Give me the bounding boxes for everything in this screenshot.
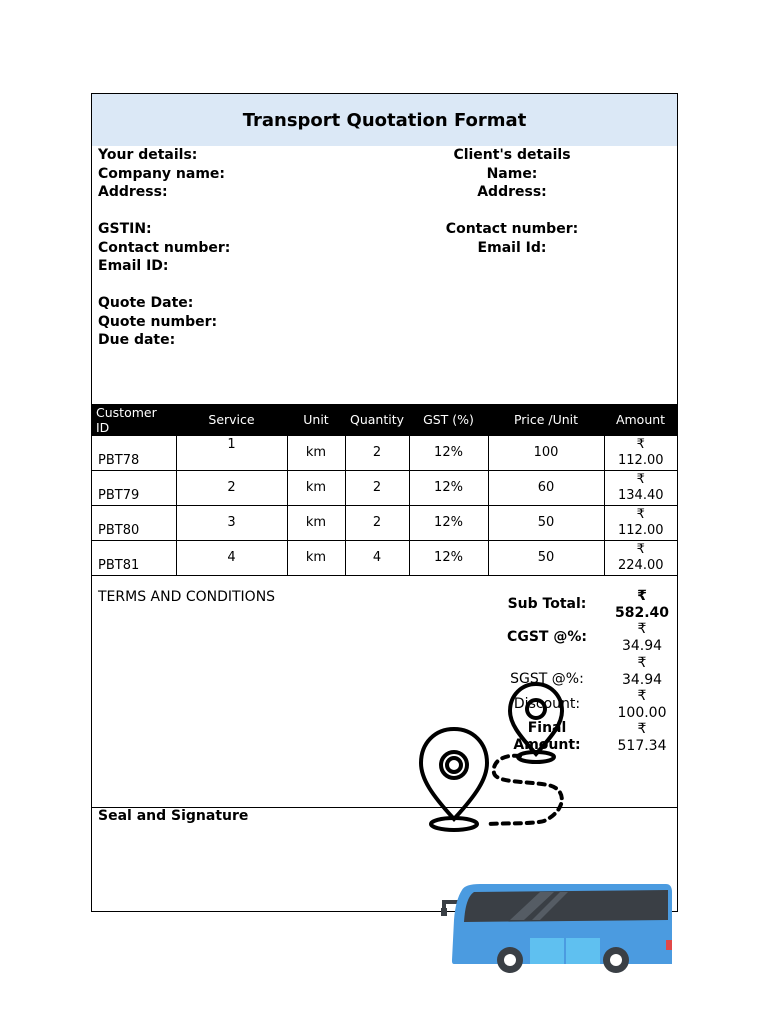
- due-date-label: Due date:: [98, 332, 176, 348]
- cell-customer-id: PBT79: [92, 471, 176, 506]
- cell-service: 4: [176, 541, 287, 576]
- quote-date-label: Quote Date:: [98, 295, 194, 311]
- cell-amount: [604, 506, 677, 541]
- cgst-label: CGST @%:: [507, 629, 587, 645]
- cell-service: 1: [176, 436, 287, 471]
- amount-value: 224.00: [618, 558, 664, 573]
- rupee-symbol: ₹: [637, 588, 647, 604]
- rupee-symbol: ₹: [637, 721, 647, 737]
- subtotal-value: ₹ 582.40: [607, 588, 677, 622]
- cell-gst: 12%: [409, 436, 488, 471]
- cell-customer-id: PBT80: [92, 506, 176, 541]
- sgst-label: SGST @%:: [510, 671, 584, 687]
- cell-gst: 12%: [409, 506, 488, 541]
- rupee-symbol: ₹: [636, 507, 645, 522]
- cell-quantity: 2: [345, 436, 409, 471]
- final-amount-label: Final Amount:: [513, 720, 581, 753]
- cgst-value: ₹ 34.94: [607, 621, 677, 655]
- seal-signature-label: Seal and Signature: [98, 808, 249, 824]
- contact-number-label: Contact number:: [98, 239, 231, 256]
- cell-price: 100: [488, 436, 604, 471]
- address-label: Address:: [98, 184, 168, 200]
- client-address-label: Address:: [477, 184, 547, 200]
- table-row: [92, 506, 677, 541]
- quotation-sheet: [91, 93, 678, 912]
- rupee-symbol: ₹: [636, 542, 645, 557]
- client-details-heading: Client's details: [453, 147, 571, 163]
- rupee-symbol: ₹: [637, 655, 647, 671]
- rupee-symbol: ₹: [636, 437, 645, 452]
- cell-customer-id: PBT81: [92, 541, 176, 576]
- rupee-symbol: ₹: [637, 621, 647, 637]
- cell-service: 2: [176, 471, 287, 506]
- cell-gst: 12%: [409, 471, 488, 506]
- cell-amount: [604, 541, 677, 576]
- terms-heading: TERMS AND CONDITIONS: [98, 589, 276, 605]
- client-name-label: Name:: [486, 165, 538, 182]
- cell-gst: 12%: [409, 541, 488, 576]
- quote-number-label: Quote number:: [98, 313, 218, 330]
- final-amount-value: ₹ 517.34: [607, 721, 677, 755]
- cell-price: 60: [488, 471, 604, 506]
- cell-unit: km: [287, 436, 345, 471]
- discount-value: ₹ 100.00: [607, 688, 677, 722]
- bus-icon: [440, 880, 676, 976]
- amount-value: 112.00: [618, 453, 664, 468]
- email-label: Email ID:: [98, 258, 169, 274]
- header-price: Price /Unit: [488, 404, 604, 436]
- client-email-label: Email Id:: [477, 239, 547, 256]
- company-name-label: Company name:: [98, 165, 226, 182]
- your-details-heading: Your details:: [98, 147, 198, 163]
- page-title: Transport Quotation Format: [92, 94, 677, 146]
- sgst-value: ₹ 34.94: [607, 655, 677, 689]
- table-header-row: [92, 404, 677, 436]
- table-row: [92, 436, 677, 471]
- cell-quantity: 2: [345, 506, 409, 541]
- cell-price: 50: [488, 541, 604, 576]
- table-row: [92, 471, 677, 506]
- your-details-block: [98, 146, 230, 350]
- cell-customer-id: PBT78: [92, 436, 176, 471]
- cell-amount: [604, 471, 677, 506]
- cell-service: 3: [176, 506, 287, 541]
- header-quantity: Quantity: [345, 404, 409, 436]
- header-service: Service: [176, 404, 287, 436]
- discount-label: Discount:: [513, 696, 581, 712]
- cell-quantity: 4: [345, 541, 409, 576]
- cell-unit: km: [287, 541, 345, 576]
- cell-unit: km: [287, 506, 345, 541]
- subtotal-label: Sub Total:: [507, 596, 587, 612]
- cell-unit: km: [287, 471, 345, 506]
- rupee-symbol: ₹: [637, 688, 647, 704]
- rupee-symbol: ₹: [636, 472, 645, 487]
- items-table: [92, 404, 677, 576]
- cell-price: 50: [488, 506, 604, 541]
- gstin-label: GSTIN:: [98, 221, 152, 237]
- amount-value: 112.00: [618, 523, 664, 538]
- header-amount: Amount: [604, 404, 677, 436]
- table-row: [92, 541, 677, 576]
- cell-quantity: 2: [345, 471, 409, 506]
- header-gst: GST (%): [409, 404, 488, 436]
- header-unit: Unit: [287, 404, 345, 436]
- cell-amount: [604, 436, 677, 471]
- client-details-block: [422, 146, 602, 257]
- amount-value: 134.40: [618, 488, 664, 503]
- header-customer-id: Customer ID: [92, 404, 176, 436]
- client-contact-label: Contact number:: [445, 221, 579, 237]
